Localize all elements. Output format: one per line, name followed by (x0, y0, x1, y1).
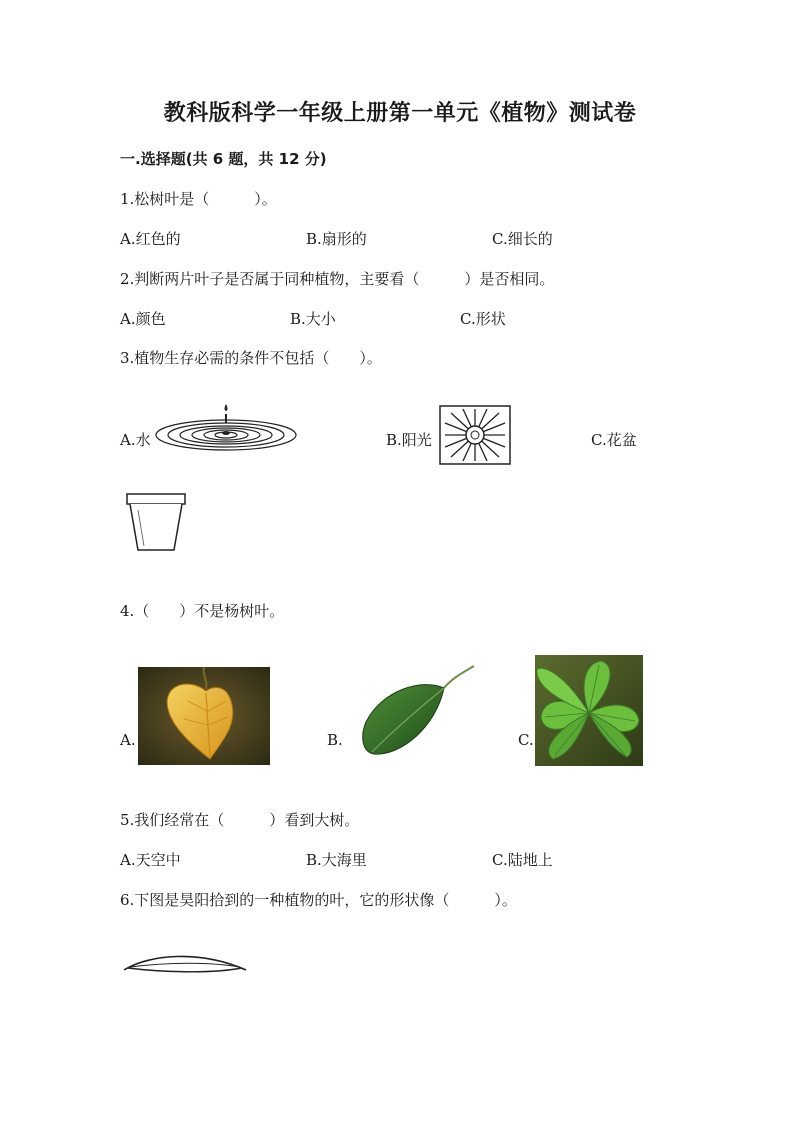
question-5-option-b[interactable]: B.大海里 (306, 851, 367, 869)
question-2-stem: 2.判断两片叶子是否属于同种植物，主要看（ ）是否相同。 (120, 270, 555, 288)
page-title: 教科版科学一年级上册第一单元《植物》测试卷 (163, 101, 637, 126)
question-1-option-a[interactable]: A.红色的 (120, 230, 181, 248)
question-2-option-b[interactable]: B.大小 (290, 310, 336, 328)
question-3-option-b[interactable]: B.阳光 (386, 431, 432, 449)
question-2-option-a[interactable]: A.颜色 (120, 310, 166, 328)
green-poplar-leaf-photo (352, 664, 476, 758)
question-4-option-c[interactable]: C. (518, 731, 534, 749)
section-heading: 一.选择题(共 6 题，共 12 分) (120, 150, 327, 168)
question-3-option-c[interactable]: C.花盆 (591, 431, 637, 449)
question-1-option-b[interactable]: B.扇形的 (306, 230, 367, 248)
question-3-stem: 3.植物生存必需的条件不包括（ ）。 (120, 349, 382, 367)
question-5-option-c[interactable]: C.陆地上 (492, 851, 553, 869)
question-5-option-a[interactable]: A.天空中 (120, 851, 181, 869)
long-narrow-leaf-icon (120, 948, 250, 976)
water-ripple-icon (154, 402, 314, 454)
question-3-option-a[interactable]: A.水 (120, 431, 151, 449)
sunlight-icon (439, 405, 511, 465)
question-1-stem: 1.松树叶是（ ）。 (120, 190, 277, 208)
question-6-stem: 6.下图是昊阳拾到的一种植物的叶，它的形状像（ ）。 (120, 891, 517, 909)
question-4-option-b[interactable]: B. (327, 731, 343, 749)
question-4-option-a[interactable]: A. (120, 731, 136, 749)
flower-pot-icon (124, 490, 188, 554)
question-1-option-c[interactable]: C.细长的 (492, 230, 553, 248)
green-leaves-cluster-photo (535, 655, 643, 766)
yellow-leaf-photo (138, 667, 270, 765)
question-4-stem: 4.（ ）不是杨树叶。 (120, 602, 285, 620)
question-5-stem: 5.我们经常在（ ）看到大树。 (120, 811, 360, 829)
question-2-option-c[interactable]: C.形状 (460, 310, 506, 328)
